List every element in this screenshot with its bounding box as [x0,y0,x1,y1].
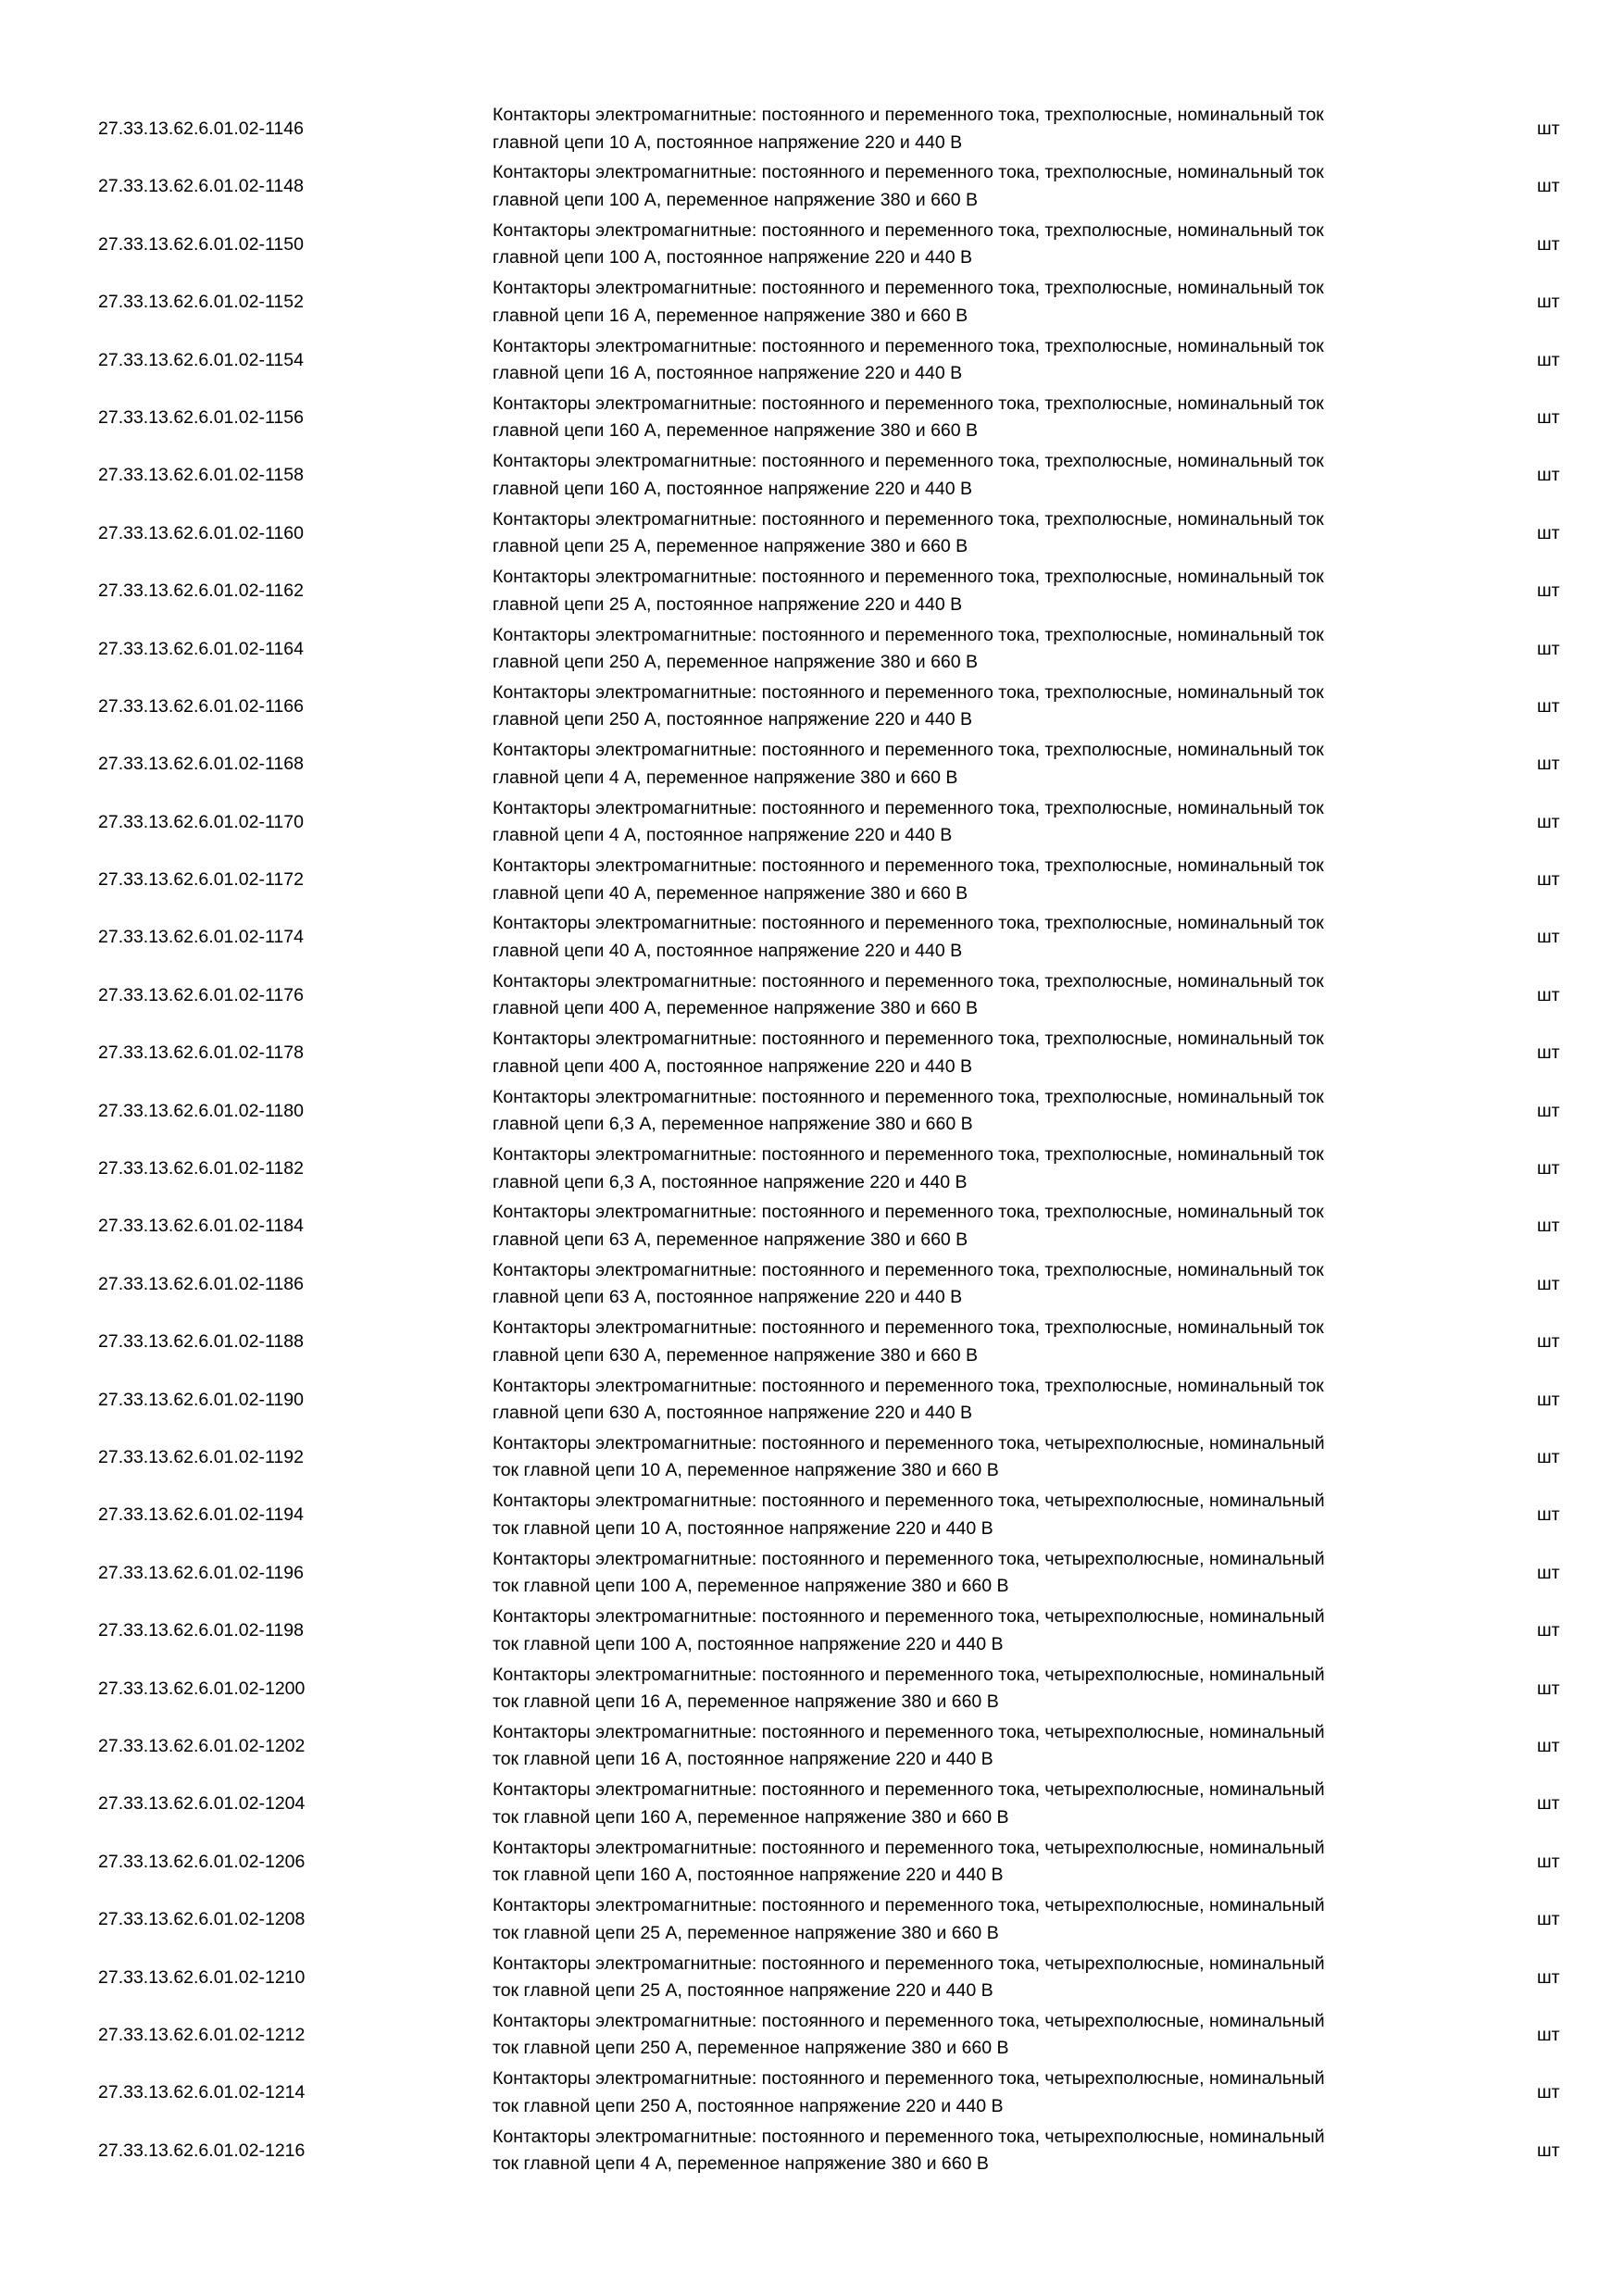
table-row [0,908,1624,966]
table-row [0,562,1624,619]
description-line-2: главной цепи 10 А, постоянное напряжение 220 и 440 В [493,131,963,153]
description-line-1: Контакторы электромагнитные: постоянного и переменного тока, трехполюсные, номинальный ток [493,913,1324,934]
description-line-1: Контакторы электромагнитные: постоянного и переменного тока, четырехполюсные, номинальный [493,1491,1325,1512]
item-code: 27.33.13.62.6.01.02-1208 [98,1909,306,1930]
item-code: 27.33.13.62.6.01.02-1156 [98,406,304,428]
description-line-2: главной цепи 160 А, постоянное напряжение 220 и 440 В [493,478,972,499]
item-code: 27.33.13.62.6.01.02-1188 [98,1331,304,1353]
item-description [493,1142,1455,1196]
description-line-2: главной цепи 400 А, переменное напряжение 380 и 660 В [493,998,979,1019]
item-description [493,680,1455,734]
description-line-2: ток главной цепи 10 А, переменное напряжение 380 и 660 В [493,1460,999,1481]
item-description [493,2124,1455,2178]
description-line-1: Контакторы электромагнитные: постоянного и переменного тока, трехполюсные, номинальный ток [493,162,1324,183]
item-unit: шт [1537,465,1560,486]
item-unit: шт [1537,119,1560,139]
item-unit: шт [1537,754,1560,775]
item-description [493,564,1455,618]
description-line-2: главной цепи 160 А, переменное напряжение 380 и 660 В [493,420,979,442]
item-description [493,1026,1455,1080]
description-line-2: главной цепи 6,3 А, переменное напряжение 380 и 660 В [493,1114,973,1135]
table-row [0,331,1624,389]
description-line-2: главной цепи 630 А, переменное напряжение 380 и 660 В [493,1344,979,1366]
item-unit: шт [1537,1042,1560,1064]
description-line-2: главной цепи 25 А, переменное напряжение 380 и 660 В [493,536,968,557]
item-unit: шт [1537,406,1560,428]
description-line-2: главной цепи 250 А, переменное напряжение 380 и 660 В [493,652,979,673]
description-line-2: главной цепи 63 А, переменное напряжение 380 и 660 В [493,1229,968,1250]
description-line-1: Контакторы электромагнитные: постоянного и переменного тока, четырехполюсные, номинальный [493,1664,1325,1685]
description-line-2: ток главной цепи 250 А, переменное напряжение 380 и 660 В [493,2038,1009,2059]
item-unit: шт [1537,1735,1560,1756]
table-row [0,1717,1624,1775]
item-description [493,448,1455,503]
table-row [0,1602,1624,1659]
table-row [0,1890,1624,1948]
item-unit: шт [1537,1851,1560,1872]
item-description [493,1719,1455,1774]
description-line-2: главной цепи 16 А, постоянное напряжение 220 и 440 В [493,363,963,384]
item-code: 27.33.13.62.6.01.02-1168 [98,754,304,775]
description-line-2: главной цепи 250 А, постоянное напряжение 220 и 440 В [493,709,972,730]
item-unit: шт [1537,2024,1560,2045]
table-row [0,216,1624,273]
item-code: 27.33.13.62.6.01.02-1204 [98,1793,306,1815]
description-line-1: Контакторы электромагнитные: постоянного и переменного тока, четырехполюсные, номинальный [493,1895,1325,1916]
item-code: 27.33.13.62.6.01.02-1162 [98,580,304,602]
item-description [493,391,1455,445]
item-description [493,910,1455,965]
table-row [0,1486,1624,1543]
description-line-2: главной цепи 25 А, постоянное напряжение 220 и 440 В [493,593,963,615]
item-description [493,1835,1455,1890]
item-unit: шт [1537,1100,1560,1121]
description-line-2: ток главной цепи 16 А, переменное напряжение 380 и 660 В [493,1691,999,1713]
item-code: 27.33.13.62.6.01.02-1146 [98,119,304,139]
item-unit: шт [1537,1793,1560,1815]
table-row [0,1313,1624,1370]
item-unit: шт [1537,695,1560,717]
item-unit: шт [1537,2140,1560,2161]
table-row [0,1660,1624,1717]
description-line-1: Контакторы электромагнитные: постоянного и переменного тока, трехполюсные, номинальный ток [493,624,1324,645]
item-description [493,2008,1455,2063]
item-unit: шт [1537,1966,1560,1988]
item-code: 27.33.13.62.6.01.02-1214 [98,2082,306,2103]
item-code: 27.33.13.62.6.01.02-1184 [98,1216,304,1237]
item-description [493,1603,1455,1658]
description-line-2: ток главной цепи 25 А, переменное напряжение 380 и 660 В [493,1922,999,1943]
item-description [493,1777,1455,1831]
description-line-2: ток главной цепи 250 А, постоянное напряжение 220 и 440 В [493,2095,1004,2116]
item-code: 27.33.13.62.6.01.02-1202 [98,1735,306,1756]
item-unit: шт [1537,1504,1560,1526]
item-code: 27.33.13.62.6.01.02-1190 [98,1389,304,1410]
item-unit: шт [1537,984,1560,1005]
item-code: 27.33.13.62.6.01.02-1194 [98,1504,304,1526]
item-description [493,1373,1455,1428]
table-row [0,100,1624,157]
description-line-1: Контакторы электромагнитные: постоянного и переменного тока, трехполюсные, номинальный ток [493,1144,1324,1166]
item-description [493,1084,1455,1139]
item-unit: шт [1537,869,1560,891]
item-description [493,1951,1455,2005]
description-line-2: главной цепи 16 А, переменное напряжение 380 и 660 В [493,305,968,326]
description-line-1: Контакторы электромагнитные: постоянного и переменного тока, четырехполюсные, номинальный [493,1837,1325,1858]
item-unit: шт [1537,1273,1560,1294]
item-unit: шт [1537,1331,1560,1353]
item-code: 27.33.13.62.6.01.02-1182 [98,1158,304,1179]
item-unit: шт [1537,522,1560,543]
item-code: 27.33.13.62.6.01.02-1192 [98,1446,304,1467]
item-description [493,2065,1455,2120]
table-row [0,1775,1624,1832]
table-row [0,1949,1624,2006]
description-line-1: Контакторы электромагнитные: постоянного и переменного тока, четырехполюсные, номинальный [493,1548,1325,1569]
description-line-1: Контакторы электромагнитные: постоянного и переменного тока, четырехполюсные, номинальный [493,2126,1325,2147]
item-code: 27.33.13.62.6.01.02-1166 [98,695,304,717]
item-description [493,853,1455,907]
item-description [493,1315,1455,1369]
description-line-1: Контакторы электромагнитные: постоянного и переменного тока, трехполюсные, номинальный ток [493,740,1324,761]
item-code: 27.33.13.62.6.01.02-1152 [98,292,304,313]
item-code: 27.33.13.62.6.01.02-1158 [98,465,304,486]
description-line-1: Контакторы электромагнитные: постоянного и переменного тока, четырехполюсные, номинальный [493,1432,1325,1454]
item-description [493,1488,1455,1542]
item-code: 27.33.13.62.6.01.02-1212 [98,2024,306,2045]
description-line-1: Контакторы электромагнитные: постоянного и переменного тока, трехполюсные, номинальный ток [493,393,1324,414]
description-line-2: ток главной цепи 160 А, переменное напряжение 380 и 660 В [493,1806,1009,1828]
item-code: 27.33.13.62.6.01.02-1170 [98,811,304,832]
item-unit: шт [1537,176,1560,197]
table-row [0,1082,1624,1140]
table-row [0,505,1624,562]
description-line-1: Контакторы электромагнитные: постоянного и переменного тока, трехполюсные, номинальный ток [493,797,1324,818]
item-unit: шт [1537,233,1560,255]
description-line-1: Контакторы электромагнитные: постоянного и переменного тока, трехполюсные, номинальный ток [493,1086,1324,1107]
description-line-2: главной цепи 100 А, постоянное напряжение 220 и 440 В [493,247,972,268]
item-code: 27.33.13.62.6.01.02-1206 [98,1851,306,1872]
table-row [0,2064,1624,2121]
item-code: 27.33.13.62.6.01.02-1150 [98,233,304,255]
item-unit: шт [1537,1216,1560,1237]
item-description [493,333,1455,388]
table-row [0,1544,1624,1602]
description-line-1: Контакторы электромагнитные: постоянного и переменного тока, трехполюсные, номинальный ток [493,1375,1324,1396]
item-description [493,1662,1455,1716]
item-code: 27.33.13.62.6.01.02-1180 [98,1100,304,1121]
item-code: 27.33.13.62.6.01.02-1210 [98,1966,306,1988]
description-line-1: Контакторы электромагнитные: постоянного и переменного тока, трехполюсные, номинальный ток [493,451,1324,472]
item-code: 27.33.13.62.6.01.02-1176 [98,984,304,1005]
item-unit: шт [1537,811,1560,832]
description-line-2: главной цепи 4 А, постоянное напряжение 220 и 440 В [493,825,953,846]
item-unit: шт [1537,927,1560,948]
description-line-2: ток главной цепи 25 А, постоянное напряжение 220 и 440 В [493,1980,993,2001]
price-table [0,100,1624,2179]
description-line-1: Контакторы электромагнитные: постоянного и переменного тока, четырехполюсные, номинальный [493,2068,1325,2090]
table-row [0,735,1624,792]
table-row [0,1024,1624,1081]
description-line-1: Контакторы электромагнитные: постоянного и переменного тока, трехполюсные, номинальный ток [493,855,1324,877]
item-unit: шт [1537,1389,1560,1410]
item-code: 27.33.13.62.6.01.02-1174 [98,927,304,948]
item-description [493,1199,1455,1254]
description-line-1: Контакторы электромагнитные: постоянного и переменного тока, четырехполюсные, номинальный [493,1721,1325,1742]
description-line-1: Контакторы электромагнитные: постоянного и переменного тока, четырехполюсные, номинальный [493,1779,1325,1801]
description-line-2: ток главной цепи 100 А, переменное напряжение 380 и 660 В [493,1576,1009,1597]
item-description [493,1892,1455,1947]
item-code: 27.33.13.62.6.01.02-1200 [98,1678,306,1699]
description-line-1: Контакторы электромагнитные: постоянного и переменного тока, трехполюсные, номинальный ток [493,335,1324,356]
item-description [493,102,1455,156]
item-description [493,737,1455,792]
table-row [0,851,1624,908]
item-unit: шт [1537,1158,1560,1179]
table-row [0,273,1624,331]
description-line-2: главной цепи 100 А, переменное напряжение 380 и 660 В [493,189,979,210]
table-row [0,1140,1624,1197]
item-code: 27.33.13.62.6.01.02-1178 [98,1042,304,1064]
description-line-2: ток главной цепи 4 А, переменное напряжение 380 и 660 В [493,2153,989,2175]
description-line-2: главной цепи 63 А, постоянное напряжение 220 и 440 В [493,1287,963,1308]
item-unit: шт [1537,2082,1560,2103]
table-row [0,1429,1624,1486]
item-description [493,1546,1455,1601]
item-unit: шт [1537,638,1560,659]
table-row [0,620,1624,678]
description-line-2: ток главной цепи 160 А, постоянное напряжение 220 и 440 В [493,1865,1004,1886]
description-line-2: ток главной цепи 10 А, постоянное напряжение 220 и 440 В [493,1517,993,1539]
item-code: 27.33.13.62.6.01.02-1172 [98,869,304,891]
description-line-1: Контакторы электромагнитные: постоянного и переменного тока, трехполюсные, номинальный ток [493,219,1324,241]
description-line-1: Контакторы электромагнитные: постоянного и переменного тока, трехполюсные, номинальный ток [493,1202,1324,1223]
description-line-1: Контакторы электромагнитные: постоянного и переменного тока, трехполюсные, номинальный ток [493,105,1324,125]
item-description [493,506,1455,561]
description-line-1: Контакторы электромагнитные: постоянного и переменного тока, трехполюсные, номинальный ток [493,278,1324,299]
item-code: 27.33.13.62.6.01.02-1154 [98,349,304,370]
item-unit: шт [1537,1909,1560,1930]
description-line-2: главной цепи 40 А, постоянное напряжение 220 и 440 В [493,940,963,961]
item-code: 27.33.13.62.6.01.02-1148 [98,176,304,197]
item-description [493,622,1455,677]
description-line-1: Контакторы электромагнитные: постоянного и переменного тока, трехполюсные, номинальный ток [493,1029,1324,1050]
table-row [0,446,1624,504]
description-line-1: Контакторы электромагнитные: постоянного и переменного тока, трехполюсные, номинальный ток [493,1317,1324,1339]
item-code: 27.33.13.62.6.01.02-1160 [98,522,304,543]
item-description [493,968,1455,1023]
description-line-1: Контакторы электромагнитные: постоянного и переменного тока, трехполюсные, номинальный ток [493,681,1324,703]
item-unit: шт [1537,1678,1560,1699]
item-code: 27.33.13.62.6.01.02-1216 [98,2140,306,2161]
description-line-2: главной цепи 40 А, переменное напряжение 380 и 660 В [493,882,968,904]
table-row [0,157,1624,215]
item-unit: шт [1537,292,1560,313]
item-unit: шт [1537,1620,1560,1641]
item-description [493,275,1455,330]
item-unit: шт [1537,1562,1560,1583]
item-description [493,795,1455,850]
item-description [493,1430,1455,1485]
description-line-2: главной цепи 400 А, постоянное напряжение 220 и 440 В [493,1055,972,1077]
description-line-2: ток главной цепи 16 А, постоянное напряжение 220 и 440 В [493,1749,993,1770]
description-line-1: Контакторы электромагнитные: постоянного и переменного тока, трехполюсные, номинальный ток [493,567,1324,588]
description-line-2: главной цепи 6,3 А, постоянное напряжение 220 и 440 В [493,1171,968,1192]
table-row [0,1371,1624,1429]
table-row [0,1833,1624,1890]
item-description [493,159,1455,214]
table-row [0,793,1624,851]
item-unit: шт [1537,580,1560,602]
description-line-2: главной цепи 4 А, переменное напряжение 380 и 660 В [493,767,958,788]
description-line-1: Контакторы электромагнитные: постоянного и переменного тока, трехполюсные, номинальный ток [493,970,1324,992]
item-code: 27.33.13.62.6.01.02-1198 [98,1620,304,1641]
description-line-2: ток главной цепи 100 А, постоянное напряжение 220 и 440 В [493,1633,1004,1654]
description-line-1: Контакторы электромагнитные: постоянного и переменного тока, четырехполюсные, номинальный [493,1953,1325,1974]
description-line-1: Контакторы электромагнитные: постоянного и переменного тока, трехполюсные, номинальный ток [493,1259,1324,1280]
table-row [0,1255,1624,1313]
table-row [0,2006,1624,2064]
description-line-1: Контакторы электромагнитные: постоянного и переменного тока, трехполюсные, номинальный ток [493,508,1324,530]
item-code: 27.33.13.62.6.01.02-1186 [98,1273,304,1294]
item-code: 27.33.13.62.6.01.02-1164 [98,638,304,659]
item-code: 27.33.13.62.6.01.02-1196 [98,1562,304,1583]
description-line-1: Контакторы электромагнитные: постоянного и переменного тока, четырехполюсные, номинальный [493,2010,1325,2031]
table-row [0,389,1624,446]
item-description [493,218,1455,272]
description-line-2: главной цепи 630 А, постоянное напряжение 220 и 440 В [493,1403,972,1424]
table-row [0,1197,1624,1254]
table-row [0,2122,1624,2179]
description-line-1: Контакторы электромагнитные: постоянного и переменного тока, четырехполюсные, номинальный [493,1606,1325,1628]
table-row [0,967,1624,1024]
item-description [493,1257,1455,1312]
item-unit: шт [1537,1446,1560,1467]
item-unit: шт [1537,349,1560,370]
table-row [0,678,1624,735]
